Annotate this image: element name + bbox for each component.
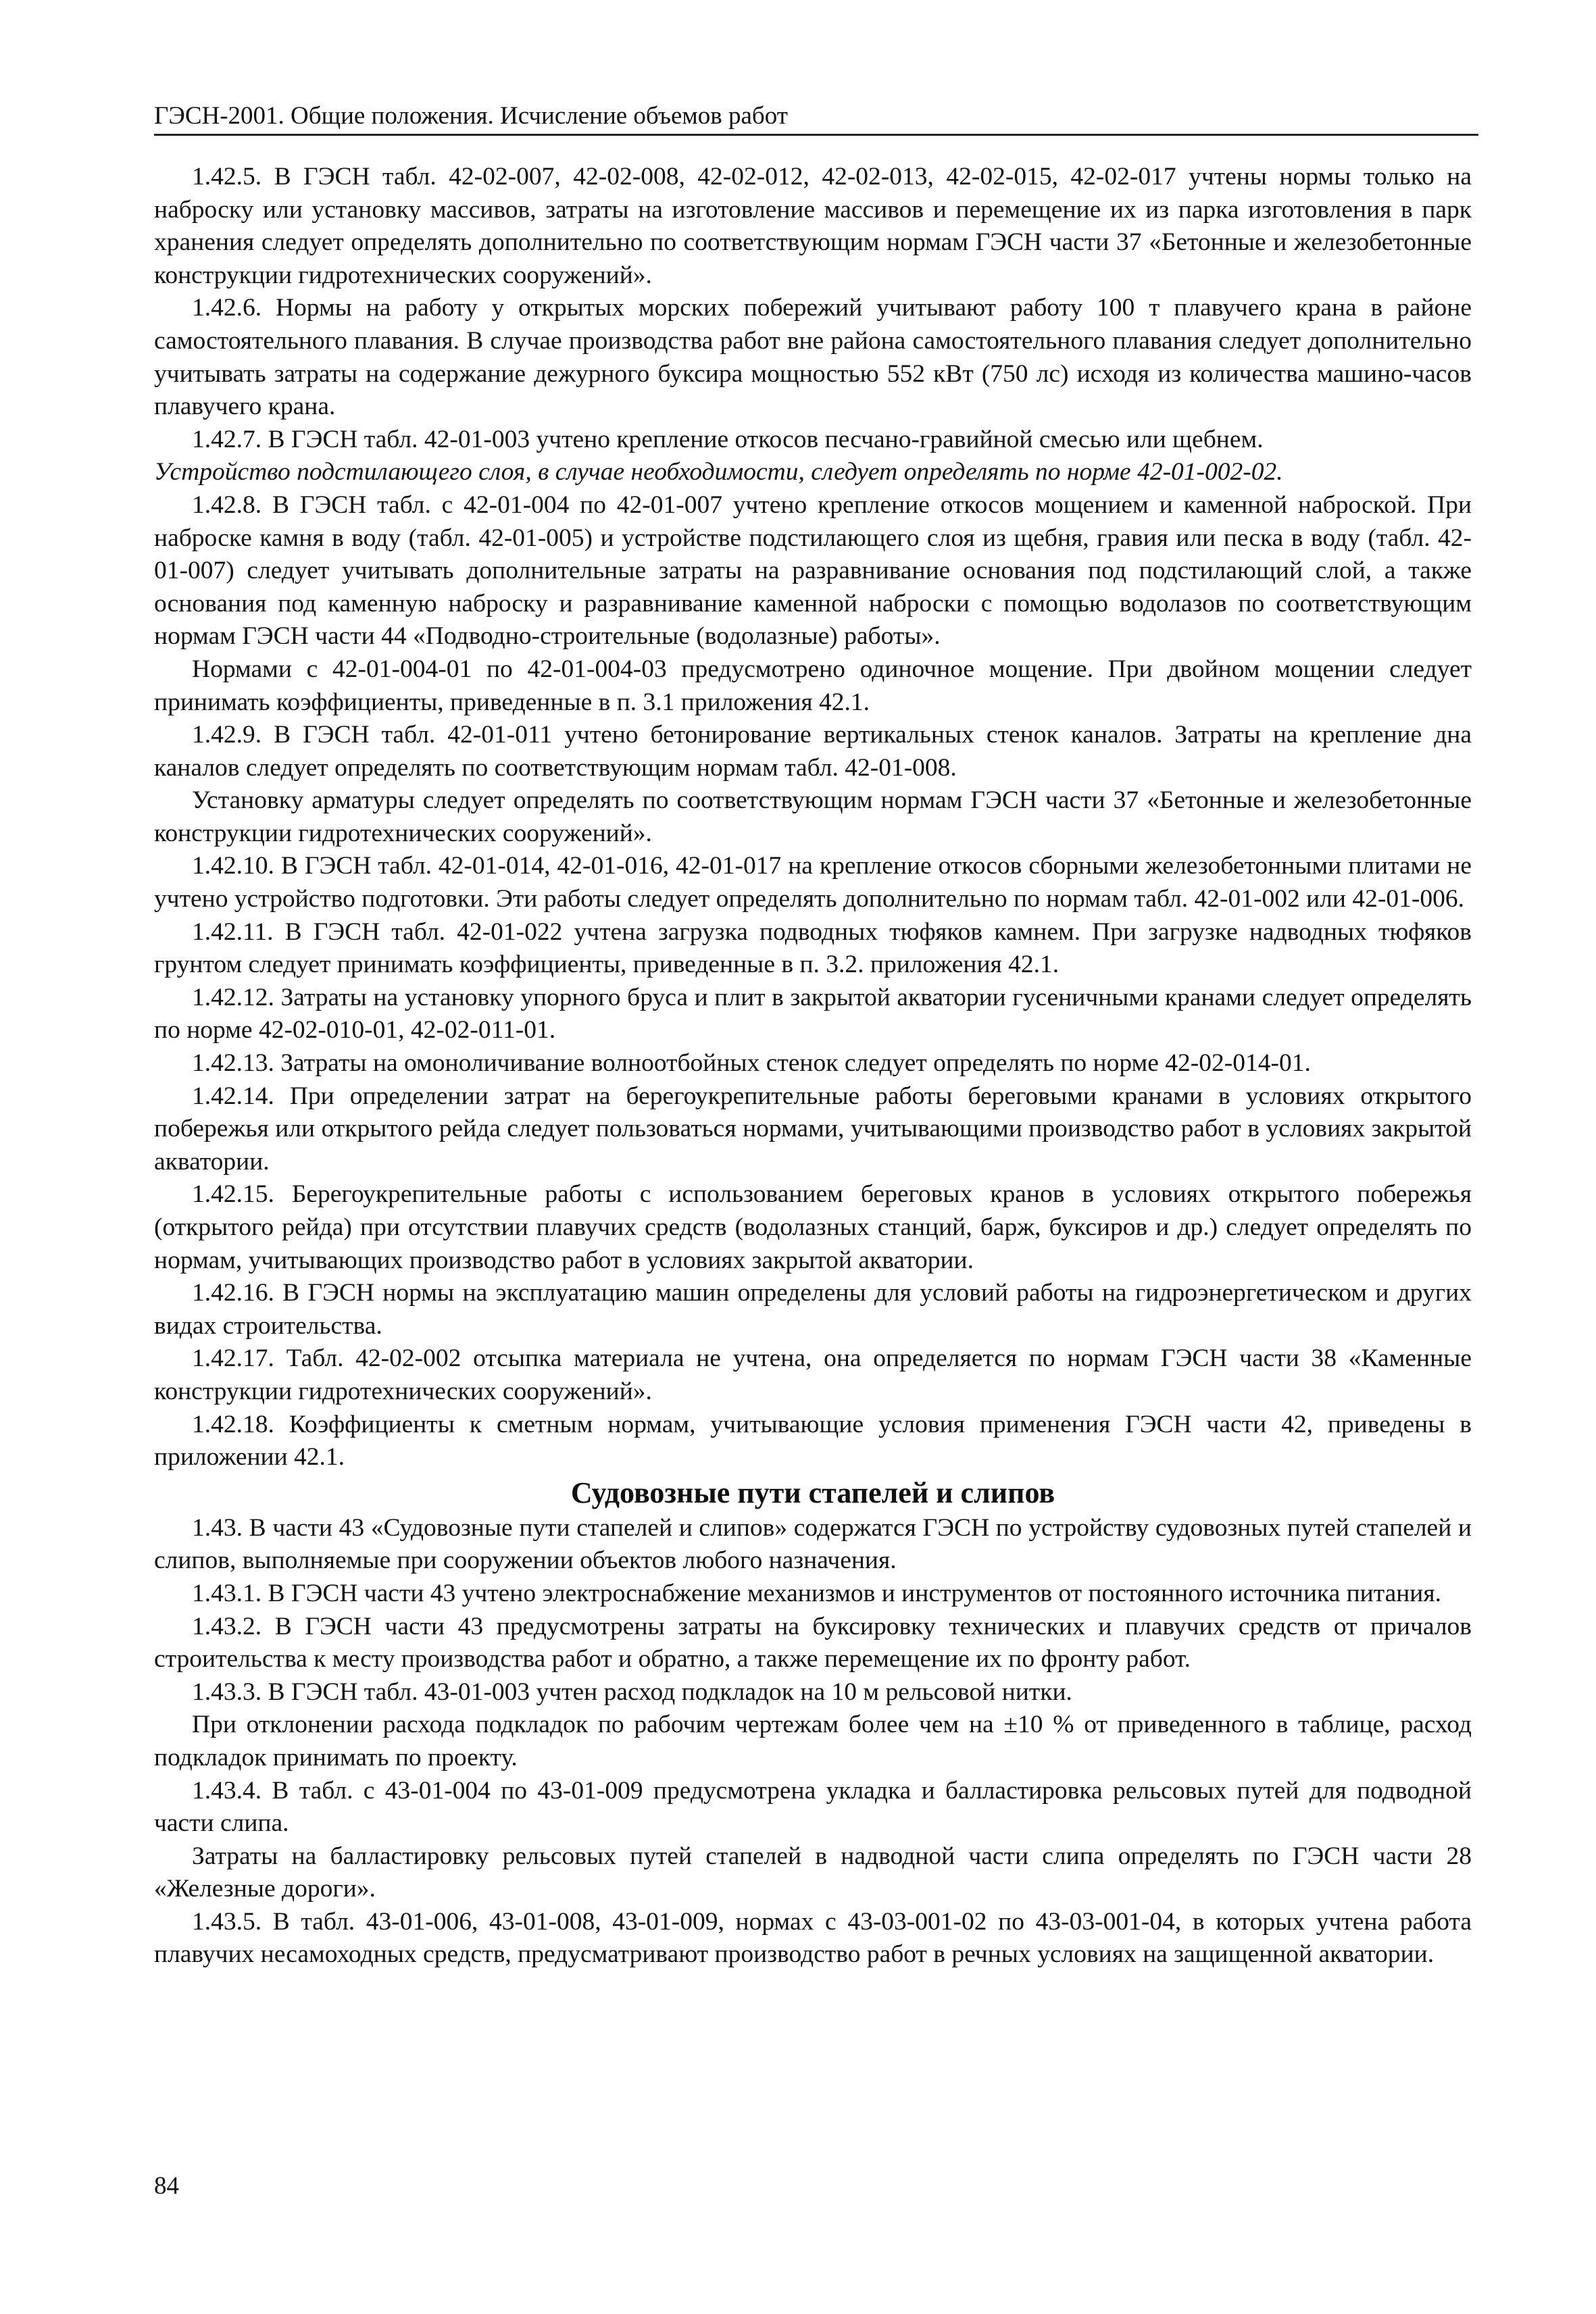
paragraph-1-42-9: 1.42.9. В ГЭСН табл. 42-01-011 учтено бетонирование вертикальных стенок каналов. Затраты на крепление дна каналов следует определять по соответствующим нормам табл. 42-01-008.	[154, 721, 1472, 782]
paragraph-1-42-11: 1.42.11. В ГЭСН табл. 42-01-022 учтена загрузка подводных тюфяков камнем. При загрузке надводных тюфяков грунтом следует принимать коэффициенты, приведенные в п. 3.2. приложения 42.1.	[154, 917, 1472, 979]
paragraph-1-42-13: 1.42.13. Затраты на омоноличивание волноотбойных стенок следует определять по норме 42-02-014-01.	[192, 1049, 1311, 1078]
paragraph-1-42-9-note: Установку арматуры следует определять по соответствующим нормам ГЭСН части 37 «Бетонные и железобетонные конструкции гидротехнических сооружений».	[154, 786, 1472, 847]
paragraph-1-42-8-note: Нормами с 42-01-004-01 по 42-01-004-03 предусмотрено одиночное мощение. При двойном мощении следует принимать коэффициенты, приведенные в п. 3.1 приложения 42.1.	[154, 655, 1472, 716]
running-header: ГЭСН-2001. Общие положения. Исчисление объемов работ	[154, 100, 1478, 136]
section-title: Судовозные пути стапелей и слипов	[570, 1476, 1055, 1509]
paragraph-1-43-3: 1.43.3. В ГЭСН табл. 43-01-003 учтен расход подкладок на 10 м рельсовой нитки.	[192, 1678, 1072, 1706]
paragraph-1-42-7-note: Устройство подстилающего слоя, в случае необходимости, следует определять по норме 42-01-002-02.	[154, 458, 1283, 486]
paragraph-1-43-3-note: При отклонении расхода подкладок по рабочим чертежам более чем на ±10 % от приведенного в таблице, расход подкладок принимать по проекту.	[154, 1711, 1472, 1771]
paragraph-1-43-5: 1.43.5. В табл. 43-01-006, 43-01-008, 43-01-009, нормах с 43-03-001-02 по 43-03-001-04, в которых учтена работа плавучих несамоходных средств, предусматривают производство работ в речных условиях на защищенной акватории.	[154, 1907, 1472, 1969]
page-number: 84	[154, 2172, 179, 2200]
paragraph-1-42-15: 1.42.15. Берегоукрепительные работы с использованием береговых кранов в условиях открытого побережья (открытого рейда) при отсутствии плавучих средств (водолазных станций, барж, буксиров и др.) следует определять по нормам, учитывающих производство работ в условиях закрытой акватории.	[154, 1180, 1472, 1274]
body-text	[154, 161, 1472, 1971]
paragraph-1-42-16: 1.42.16. В ГЭСН нормы на эксплуатацию машин определены для условий работы на гидроэнергетическом и других видах строительства.	[154, 1279, 1472, 1340]
paragraph-1-42-10: 1.42.10. В ГЭСН табл. 42-01-014, 42-01-016, 42-01-017 на крепление откосов сборными железобетонными плитами не учтено устройство подготовки. Эти работы следует определять дополнительно по нормам табл. 42-01-002 или 42-01-006.	[154, 852, 1472, 913]
paragraph-1-43: 1.43. В части 43 «Судовозные пути стапелей и слипов» содержатся ГЭСН по устройству судовозных путей стапелей и слипов, выполняемые при сооружении объектов любого назначения.	[154, 1513, 1472, 1575]
paragraph-1-43-4-note: Затраты на балластировку рельсовых путей стапелей в надводной части слипа определять по ГЭСН части 28 «Железные дороги».	[154, 1842, 1472, 1903]
paragraph-1-42-7: 1.42.7. В ГЭСН табл. 42-01-003 учтено крепление откосов песчано-гравийной смесью или щебнем.	[192, 425, 1264, 453]
paragraph-1-43-1: 1.43.1. В ГЭСН части 43 учтено электроснабжение механизмов и инструментов от постоянного источника питания.	[192, 1579, 1441, 1607]
paragraph-1-43-4: 1.43.4. В табл. с 43-01-004 по 43-01-009 предусмотрена укладка и балластировка рельсовых путей для подводной части слипа.	[154, 1776, 1472, 1838]
paragraph-1-42-18: 1.42.18. Коэффициенты к сметным нормам, учитывающие условия применения ГЭСН части 42, приведены в приложении 42.1.	[154, 1410, 1472, 1472]
paragraph-1-43-2: 1.43.2. В ГЭСН части 43 предусмотрены затраты на буксировку технических и плавучих средств от причалов строительства к месту производства работ и обратно, а также перемещение их по фронту работ.	[154, 1612, 1472, 1674]
paragraph-1-42-8: 1.42.8. В ГЭСН табл. с 42-01-004 по 42-01-007 учтено крепление откосов мощением и каменной наброской. При наброске камня в воду (табл. 42-01-005) и устройстве подстилающего слоя из щебня, гравия или песка в воду (табл. 42-01-007) следует учитывать дополнительные затраты на разравнивание основания под подстилающий слой, а также основания под каменную наброску и разравнивание каменной наброски с помощью водолазов по соответствующим нормам ГЭСН части 44 «Подводно-строительные (водолазные) работы».	[154, 491, 1472, 651]
paragraph-1-42-17: 1.42.17. Табл. 42-02-002 отсыпка материала не учтена, она определяется по нормам ГЭСН части 38 «Каменные конструкции гидротехнических сооружений».	[154, 1344, 1472, 1405]
paragraph-1-42-6: 1.42.6. Нормы на работу у открытых морских побережий учитывают работу 100 т плавучего крана в районе самостоятельного плавания. В случае производства работ вне района самостоятельного плавания следует дополнительно учитывать затраты на содержание дежурного буксира мощностью 552 кВт (750 лс) исходя из количества машино-часов плавучего крана.	[154, 294, 1472, 421]
paragraph-1-42-5: 1.42.5. В ГЭСН табл. 42-02-007, 42-02-008, 42-02-012, 42-02-013, 42-02-015, 42-02-017 учтены нормы только на наброску или установку массивов, затраты на изготовление массивов и перемещение их из парка изготовления в парк хранения следует определять дополнительно по соответствующим нормам ГЭСН части 37 «Бетонные и железобетонные конструкции гидротехнических сооружений».	[154, 163, 1472, 289]
paragraph-1-42-12: 1.42.12. Затраты на установку упорного бруса и плит в закрытой акватории гусеничными кранами следует определять по норме 42-02-010-01, 42-02-011-01.	[154, 983, 1472, 1045]
paragraph-1-42-14: 1.42.14. При определении затрат на берегоукрепительные работы береговыми кранами в условиях открытого побережья или открытого рейда следует пользоваться нормами, учитывающими производство работ в условиях закрытой акватории.	[154, 1082, 1472, 1176]
